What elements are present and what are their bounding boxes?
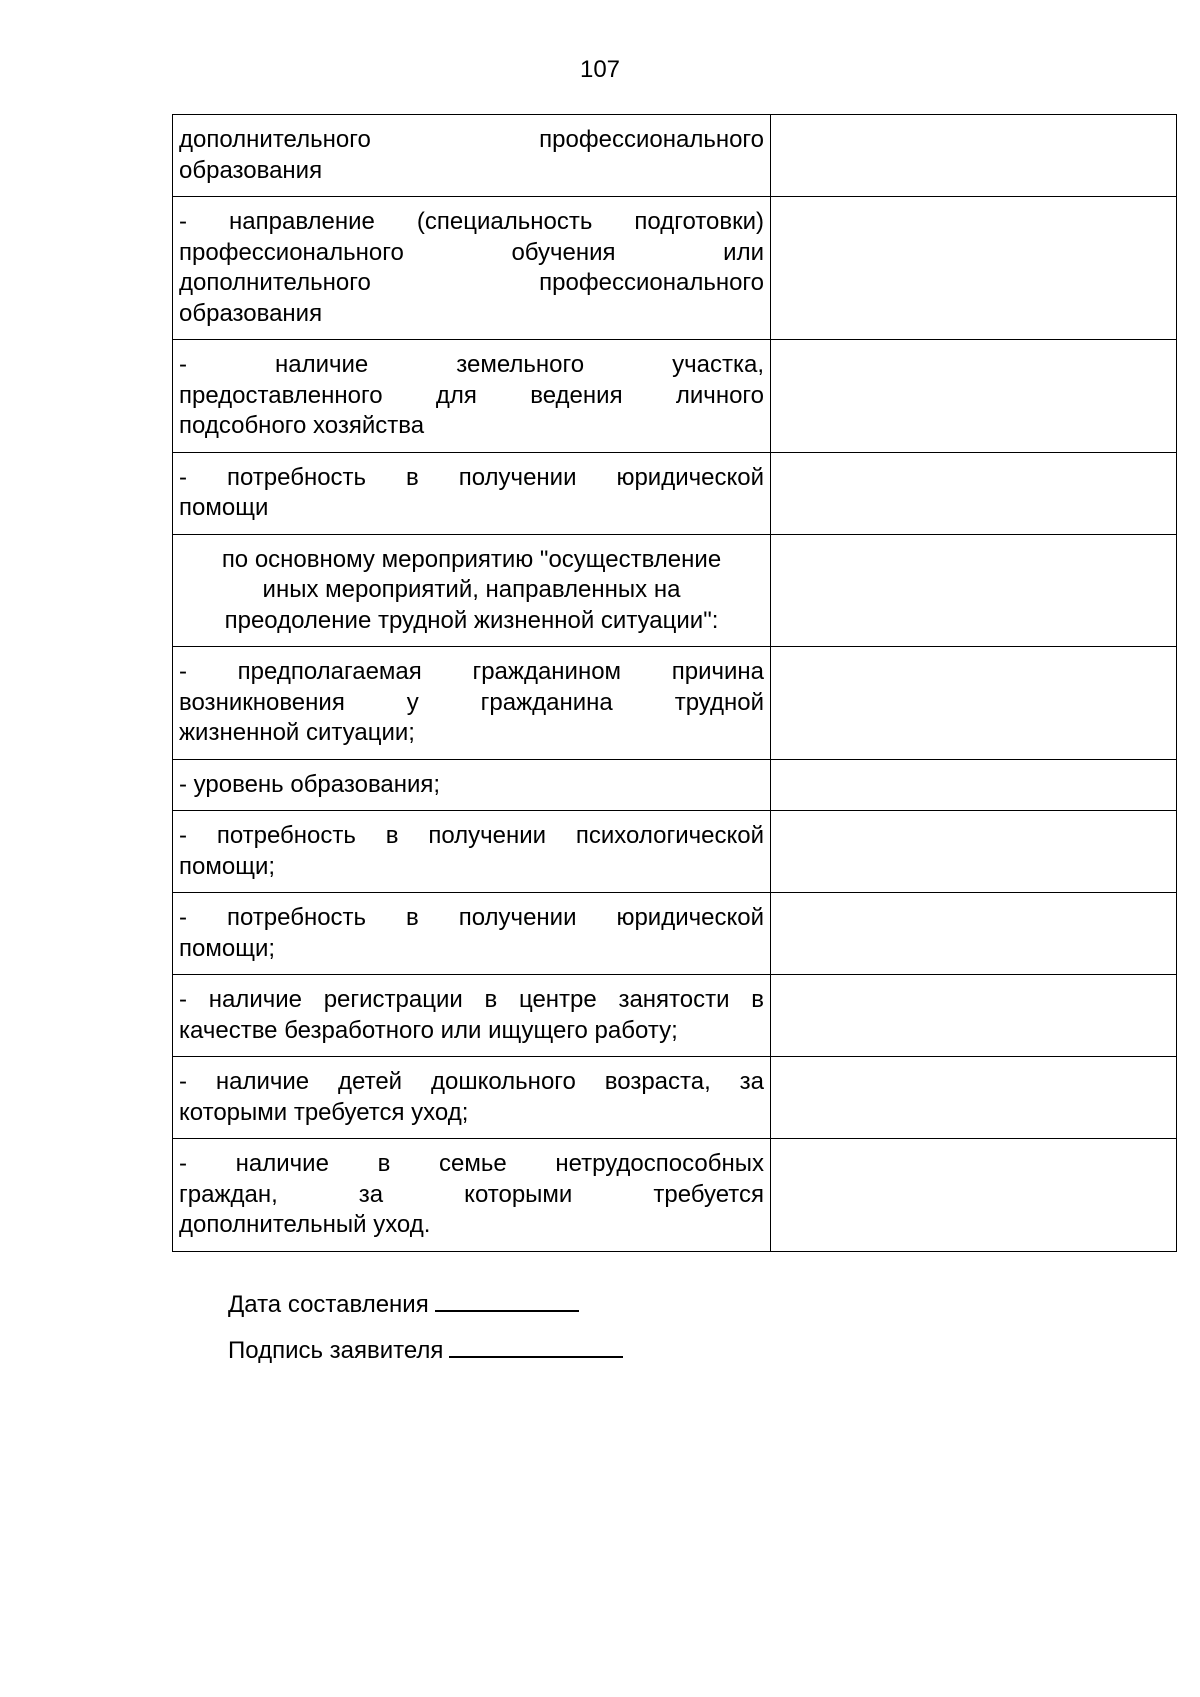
table-row [173, 759, 1177, 811]
signature-blank-line[interactable] [449, 1334, 623, 1358]
row-label-line: образования [179, 156, 323, 184]
row-label-line: - потребность в получении психологической [179, 822, 764, 849]
row-label-line: преодоление трудной жизненной ситуации": [224, 606, 719, 634]
row-label-line: помощи; [179, 852, 276, 880]
row-label-line: иных мероприятий, направленных на [262, 576, 681, 603]
row-label-line: помощи [179, 494, 269, 521]
row-label-line: граждан, за которыми требуется [179, 1180, 764, 1208]
date-blank-line[interactable] [435, 1288, 579, 1312]
row-label-line: - уровень образования; [179, 770, 441, 798]
row-label-cell [173, 452, 771, 534]
row-value-cell[interactable] [771, 647, 1177, 760]
row-label-line: дополнительного профессионального [179, 269, 764, 296]
row-label-line: - наличие регистрации в центре занятости в [179, 986, 764, 1013]
row-value-cell[interactable] [771, 975, 1177, 1057]
row-label-line: - потребность в получении юридической [179, 904, 764, 931]
row-value-cell[interactable] [771, 534, 1177, 647]
row-label-line: - направление (специальность подготовки) [179, 208, 764, 235]
table-row [173, 452, 1177, 534]
row-label-cell [173, 115, 771, 197]
row-value-cell[interactable] [771, 197, 1177, 340]
table-row [173, 811, 1177, 893]
row-label-line: предоставленного для ведения личного [179, 381, 764, 409]
row-value-cell[interactable] [771, 1057, 1177, 1139]
signature-label: Подпись заявителя [228, 1337, 444, 1364]
row-label-line: по основному мероприятию "осуществление [221, 545, 722, 573]
row-label-line: - наличие земельного участка, [179, 351, 764, 378]
row-label-line: дополнительного профессионального [179, 126, 764, 153]
row-value-cell[interactable] [771, 811, 1177, 893]
row-label-line: помощи; [179, 934, 276, 962]
row-label-cell [173, 759, 771, 811]
row-label-line: возникновения у гражданина трудной [179, 688, 764, 716]
date-of-completion [228, 1288, 579, 1320]
row-label-line: профессионального обучения или [179, 238, 764, 266]
row-label-line: образования [179, 299, 323, 327]
row-label-line: - предполагаемая гражданином причина [179, 658, 764, 685]
table-row [173, 893, 1177, 975]
row-label-cell [173, 1139, 771, 1252]
row-value-cell[interactable] [771, 115, 1177, 197]
row-value-cell[interactable] [771, 893, 1177, 975]
row-label-cell [173, 197, 771, 340]
row-label-line: - наличие в семье нетрудоспособных [179, 1150, 764, 1177]
row-value-cell[interactable] [771, 759, 1177, 811]
row-label-cell [173, 811, 771, 893]
row-label-cell [173, 893, 771, 975]
applicant-signature [228, 1334, 623, 1366]
table-row [173, 647, 1177, 760]
date-label: Дата составления [228, 1291, 429, 1318]
row-label-line: - наличие детей дошкольного возраста, за [179, 1068, 764, 1095]
table-row [173, 1139, 1177, 1252]
row-value-cell[interactable] [771, 340, 1177, 453]
row-label-line: - потребность в получении юридической [179, 463, 764, 491]
table-row [173, 1057, 1177, 1139]
row-label-line: которыми требуется уход; [179, 1098, 469, 1126]
row-label-line: качестве безработного или ищущего работу; [179, 1016, 678, 1044]
row-value-cell[interactable] [771, 452, 1177, 534]
row-label-line: жизненной ситуации; [179, 719, 415, 746]
row-label-line: подсобного хозяйства [179, 412, 425, 439]
application-form-table [172, 114, 1177, 1252]
table-row [173, 975, 1177, 1057]
row-label-cell [173, 1057, 771, 1139]
table-row [173, 534, 1177, 647]
row-value-cell[interactable] [771, 1139, 1177, 1252]
row-label-cell [173, 534, 771, 647]
table-row [173, 197, 1177, 340]
table-row [173, 340, 1177, 453]
row-label-cell [173, 340, 771, 453]
row-label-cell [173, 975, 771, 1057]
row-label-cell [173, 647, 771, 760]
page-number: 107 [579, 56, 621, 83]
row-label-line: дополнительный уход. [179, 1211, 431, 1238]
table-row [173, 115, 1177, 197]
